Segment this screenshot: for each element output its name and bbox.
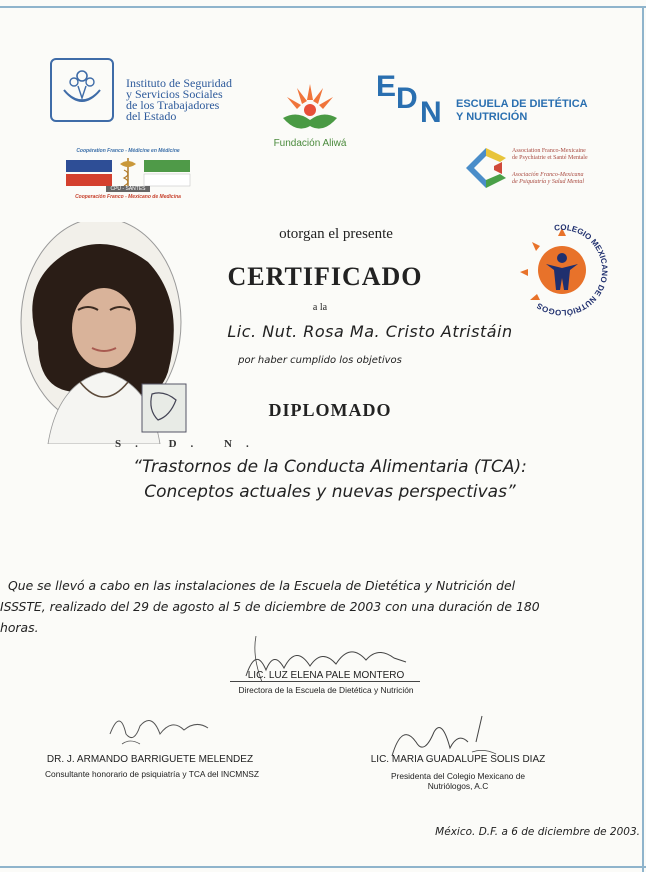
signature-consultant-scribble xyxy=(100,704,220,754)
afmpsm-es-line-1: Asociación Franco-Mexicana xyxy=(512,172,584,178)
issste-line-4: del Estado xyxy=(126,109,177,123)
edn-letter-e: E xyxy=(376,70,397,103)
topic-line-1: “Trastornos de la Conducta Alimentaria (TCA): xyxy=(133,457,527,477)
signatory-3-name: LIC. MARIA GUADALUPE SOLIS DIAZ xyxy=(370,754,546,765)
edn-letter-d: D xyxy=(396,82,418,115)
recipient-name: Lic. Nut. Rosa Ma. Cristo Atristáin xyxy=(227,322,513,341)
signatory-3-role-line-2: Nutriólogos, A.C xyxy=(427,781,489,791)
edn-name xyxy=(456,98,606,124)
coop-top-text: Coopération Franco - Médicine en Médicine xyxy=(76,148,180,154)
edn-logo xyxy=(374,68,452,126)
edn-line-1: ESCUELA DE DIETÉTICA xyxy=(456,98,588,110)
afmpsm-es-line-2: de Psiquiatría y Salud Mental xyxy=(512,179,584,185)
recipient-photo xyxy=(8,222,194,444)
afmpsm-fr-line-1: Association Franco-Mexicaine xyxy=(512,148,586,154)
aliwa-logo xyxy=(277,80,343,138)
body-line-2: ISSSTE, realizado del 29 de agosto al 5 de diciembre de 2003 con una duración de 180 xyxy=(0,599,540,614)
signatory-1-name: LIC. LUZ ELENA PALE MONTERO xyxy=(247,670,405,681)
signatory-2-name: DR. J. ARMANDO BARRIGUETE MELENDEZ xyxy=(46,754,254,765)
issste-line-3: de los Trabajadores xyxy=(126,98,220,112)
coop-cpu-label: CPU - SANTES xyxy=(106,186,150,192)
issste-line-1: Instituto de Seguridad xyxy=(126,76,232,90)
program-type: DIPLOMADO xyxy=(268,400,392,420)
issste-logo xyxy=(50,58,114,122)
reason-text: por haber cumplido los objetivos xyxy=(238,355,402,366)
afmpsm-spanish-name xyxy=(512,172,630,186)
afmpsm-logo xyxy=(458,142,518,194)
issste-line-2: y Servicios Sociales xyxy=(126,87,223,101)
afmpsm-fr-line-2: de Psychiatrie et Santé Mentale xyxy=(512,155,588,161)
aliwa-name: Fundación Aliwá xyxy=(273,138,347,149)
body-line-3: horas. xyxy=(0,620,39,635)
edn-line-2: Y NUTRICIÓN xyxy=(456,111,528,123)
family-hands-icon xyxy=(52,60,112,120)
frame-bottom-border xyxy=(0,866,646,868)
caduceus-flags-icon xyxy=(62,156,194,188)
signatory-1-role: Directora de la Escuela de Dietética y Nutrición xyxy=(238,685,414,695)
to-text: a la xyxy=(312,302,328,313)
body-line-1: Que se llevó a cabo en las instalaciones de la Escuela de Dietética y Nutrición del xyxy=(8,578,516,593)
signature-line-director xyxy=(230,681,420,682)
frame-top-border xyxy=(0,6,646,8)
colegio-nutriologos-seal xyxy=(510,218,614,322)
place-date: México. D.F. a 6 de diciembre de 2003. xyxy=(435,826,640,838)
coop-bottom-text: Cooperación Franco - Mexicano de Medicina xyxy=(75,194,181,200)
frame-right-border xyxy=(642,6,644,872)
signatory-3-role-line-1: Presidenta del Colegio Mexicano de xyxy=(390,771,526,781)
issste-name xyxy=(126,78,266,122)
coop-franco-mexicana-logo xyxy=(62,148,194,206)
signatory-2-role: Consultante honorario de psiquiatría y TCA del INCMNSZ xyxy=(45,769,259,779)
certificate-title: CERTIFICADO xyxy=(227,262,423,291)
topic-line-2: Conceptos actuales y nuevas perspectivas” xyxy=(144,482,516,502)
body-paragraph xyxy=(0,575,640,638)
afmpsm-french-name xyxy=(512,148,630,162)
signatory-3-role xyxy=(340,771,576,791)
intro-text: otorgan el presente xyxy=(279,226,393,242)
seal-ring-text: COLEGIO MEXICANO DE NUTRIÓLOGOS xyxy=(535,222,610,318)
photo-stamp-text: S. D. N. xyxy=(115,438,263,450)
edn-letter-n: N xyxy=(420,96,442,126)
